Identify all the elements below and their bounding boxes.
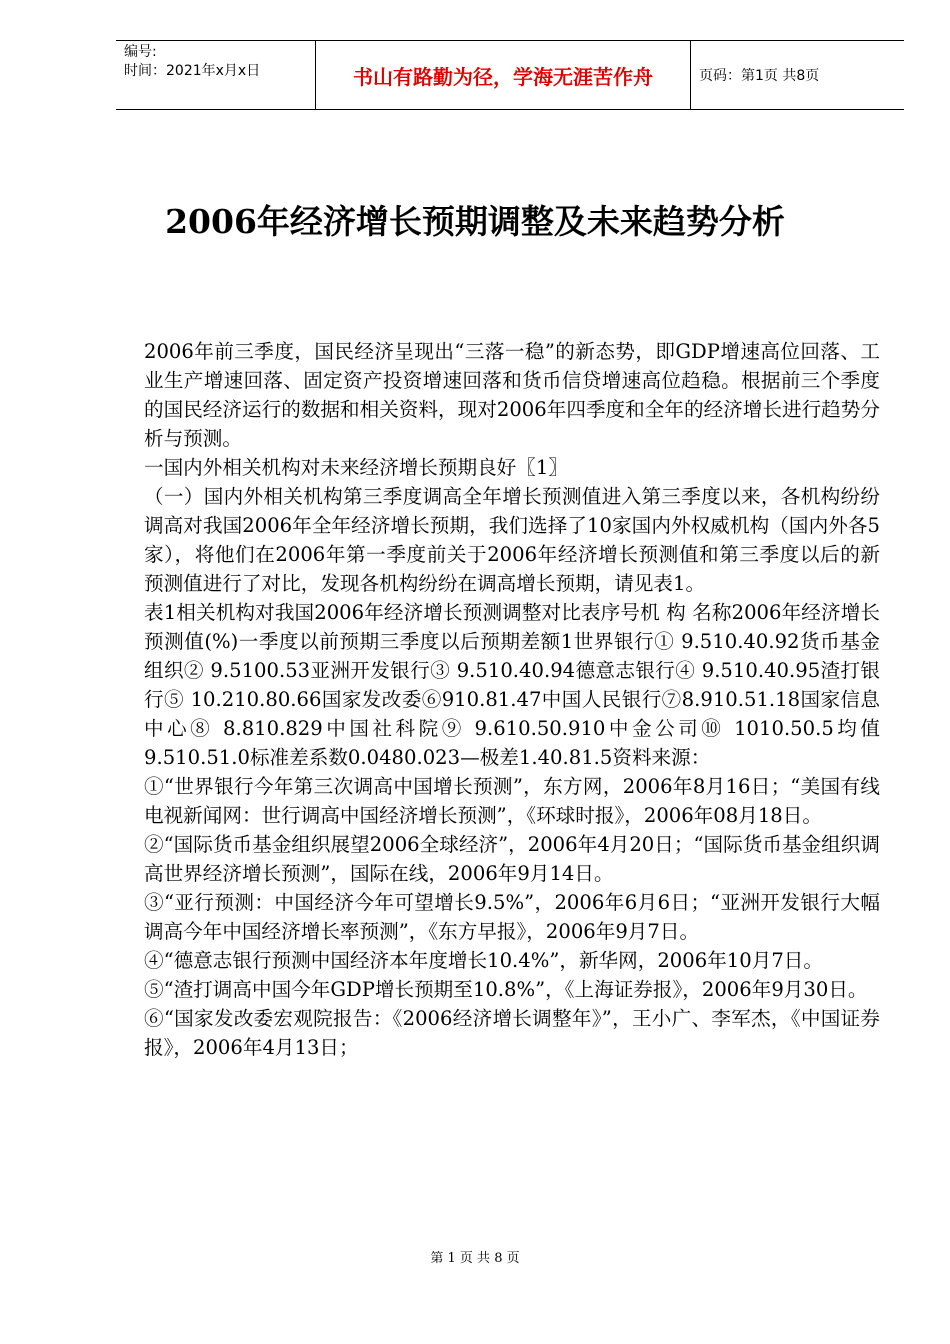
paragraph-6: ②“国际货币基金组织展望2006全球经济”，2006年4月20日；“国际货币基金组织调高世界经济增长预测”，国际在线，2006年9月14日。 <box>144 833 880 885</box>
header-id-label: 编号: <box>124 44 157 60</box>
paragraph-1: 2006年前三季度，国民经济呈现出“三落一稳”的新态势，即GDP增速高位回落、工业生产增速回落、固定资产投资增速回落和货币信贷增速高位趋稳。根据前三个季度的国民经济运行的数据和相关资料，现对2006年四季度和全年的经济增长进行趋势分析与预测。 <box>144 340 880 450</box>
page-header <box>116 40 904 110</box>
document-body <box>144 337 880 1062</box>
header-meta <box>116 41 316 109</box>
paragraph-3: （一）国内外相关机构第三季度调高全年增长预测值进入第三季度以来，各机构纷纷调高对我国2006年全年经济增长预期，我们选择了10家国内外权威机构（国内外各5家），将他们在2006年第一季度前关于2006年经济增长预测值和第三季度以后的新预测值进行了对比，发现各机构纷纷在调高增长预期，请见表1。 <box>144 485 880 595</box>
header-date-label: 时间：2021年x月x日 <box>124 63 261 79</box>
paragraph-8: ④“德意志银行预测中国经济本年度增长10.4%”，新华网，2006年10月7日。 <box>144 949 823 972</box>
paragraph-9: ⑤“渣打调高中国今年GDP增长预期至10.8%”，《上海证券报》，2006年9月30日。 <box>144 978 868 1001</box>
paragraph-4: 表1相关机构对我国2006年经济增长预测调整对比表序号机 构 名称2006年经济增长预测值(%)一季度以前预期三季度以后预期差额1世界银行① 9.510.40.92货币基金组织② 9.5100.53亚洲开发银行③ 9.510.40.94德意志银行④ 9.510.40.95渣打银行⑤ 10.210.80.66国家发改委⑥910.81.47中国人民银行⑦8.910.51.18国家信息中心⑧ 8.810.829中国社科院⑨ 9.610.50.910中金公司⑩ 1010.50.5均值9.510.51.0标准差系数0.0480.023—极差1.40.81.5资料来源： <box>144 601 880 769</box>
header-page-label: 页码：第1页 共8页 <box>699 68 820 84</box>
paragraph-7: ③“亚行预测：中国经济今年可望增长9.5%”，2006年6月6日；“亚洲开发银行大幅调高今年中国经济增长率预测”，《东方早报》，2006年9月7日。 <box>144 891 880 943</box>
paragraph-5: ①“世界银行今年第三次调高中国增长预测”，东方网，2006年8月16日；“美国有线电视新闻网：世行调高中国经济增长预测”，《环球时报》，2006年08月18日。 <box>144 775 880 827</box>
page-footer: 第 1 页 共 8 页 <box>430 1251 520 1266</box>
paragraph-10: ⑥“国家发改委宏观院报告：《2006经济增长调整年》”，王小广、李军杰，《中国证券报》，2006年4月13日； <box>144 1007 880 1059</box>
document-title: 2006年经济增长预期调整及未来趋势分析 <box>165 202 785 241</box>
paragraph-2: 一国内外相关机构对未来经济增长预期良好〖1〗 <box>144 456 568 479</box>
header-motto: 书山有路勤为径，学海无涯苦作舟 <box>316 41 691 109</box>
